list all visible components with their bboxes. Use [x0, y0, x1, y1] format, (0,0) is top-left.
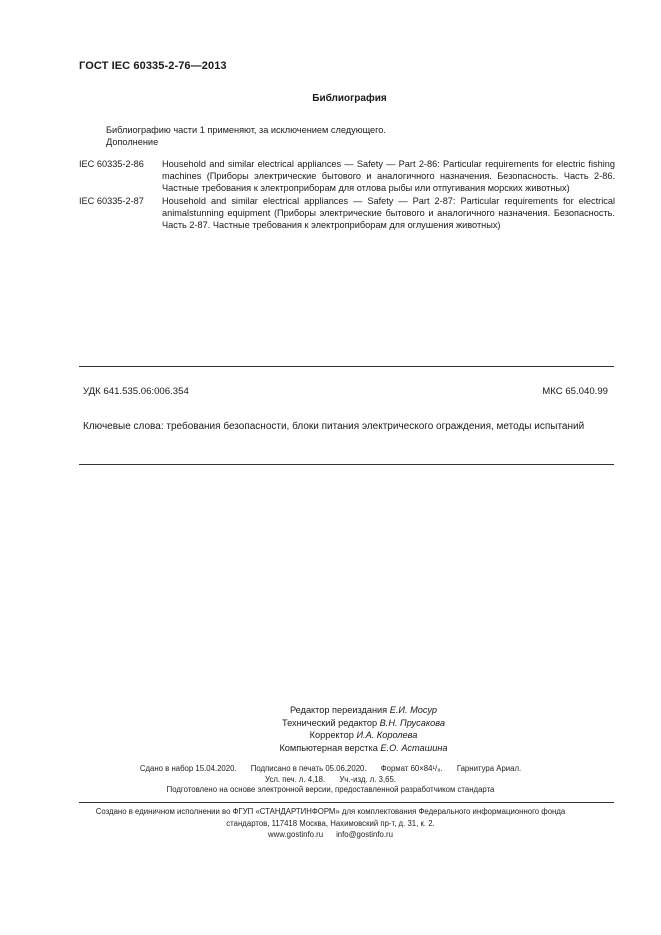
typeface: Гарнитура Ариал.: [456, 764, 522, 773]
credit-role: Редактор переиздания: [289, 705, 388, 715]
edition-sheets: Уч.-изд. л. 3,65.: [339, 774, 396, 784]
publisher-footer: [0, 806, 661, 841]
udk-code: УДК 641.535.06:006.354: [83, 386, 189, 397]
prepared-note: Подготовлено на основе электронной версии, предоставленной разработчиком стандарта: [166, 785, 495, 794]
signed-date: Подписано в печать 05.06.2020.: [250, 764, 367, 773]
keywords: Ключевые слова: требования безопасности, блоки питания электрического ограждения, методы испытаний: [83, 421, 585, 432]
mks-code: МКС 65.040.99: [542, 386, 608, 397]
intro-line: Библиографию части 1 применяют, за исключением следующего.: [106, 125, 386, 135]
paper-format: Формат 60×84¹/₈.: [380, 764, 443, 773]
credits-block: [0, 704, 661, 754]
submitted-date: Сдано в набор 15.04.2020.: [139, 764, 237, 773]
credit-line: [66, 717, 661, 730]
credit-role: Корректор: [309, 730, 354, 740]
intro-line: Дополнение: [106, 137, 159, 147]
credit-name: Е.О. Асташина: [380, 742, 448, 753]
credit-name: И.А. Королева: [356, 730, 418, 740]
footer-line: стандартов, 117418 Москва, Нахимовский пр-т, д. 31, к. 2.: [226, 818, 435, 828]
credit-role: Технический редактор: [282, 717, 378, 728]
credit-name: Е.И. Мосур: [389, 705, 438, 715]
print-info-row: [0, 775, 661, 786]
credit-line: [66, 729, 661, 742]
print-info: [0, 764, 661, 796]
footer-contacts: [0, 829, 661, 841]
bibliography-title-wrap: [0, 93, 661, 104]
print-info-row: [0, 764, 661, 775]
bibliography-title: Библиография: [312, 93, 387, 104]
reference-list: [79, 158, 615, 232]
credit-role: Компьютерная верстка: [279, 742, 378, 753]
reference-code: IEC 60335-2-86: [79, 159, 144, 169]
divider-top: [79, 366, 614, 367]
standard-number: ГОСТ IEC 60335-2-76—2013: [79, 60, 227, 72]
website-link[interactable]: www.gostinfo.ru: [268, 830, 324, 839]
reference-code: IEC 60335-2-87: [79, 196, 144, 206]
credit-line: [66, 704, 661, 717]
printed-sheets: Усл. печ. л. 4,18.: [265, 774, 326, 784]
email-link[interactable]: info@gostinfo.ru: [336, 830, 393, 839]
divider-bottom: [79, 464, 614, 465]
reference-text: Household and similar electrical appliances — Safety — Part 2-86: Particular requirements for electric fishing machines (Приборы электрические бытового и аналогичного назначения. Безопасность. Часть 2-86. Частные требования к электроприборам для отлова рыбы или отпугивания морских животных): [162, 159, 615, 193]
divider-footer: [79, 802, 614, 803]
reference-text: Household and similar electrical appliances — Safety — Part 2-87: Particular requirements for electrical animalstunning equipment (Приборы электрические бытового и аналогичного назначения. Безопасность. Часть 2-87. Частные требования к электроприборам для оглушения животных): [162, 196, 615, 230]
bibliography-intro: [106, 124, 386, 148]
reference-item: [79, 158, 615, 194]
reference-item: [79, 195, 615, 231]
credit-name: В.Н. Прусакова: [379, 717, 445, 728]
footer-line: Создано в единичном исполнении во ФГУП «СТАНДАРТИНФОРМ» для комплектования Федерального информационного фонда: [95, 807, 566, 816]
credit-line: [66, 742, 661, 755]
